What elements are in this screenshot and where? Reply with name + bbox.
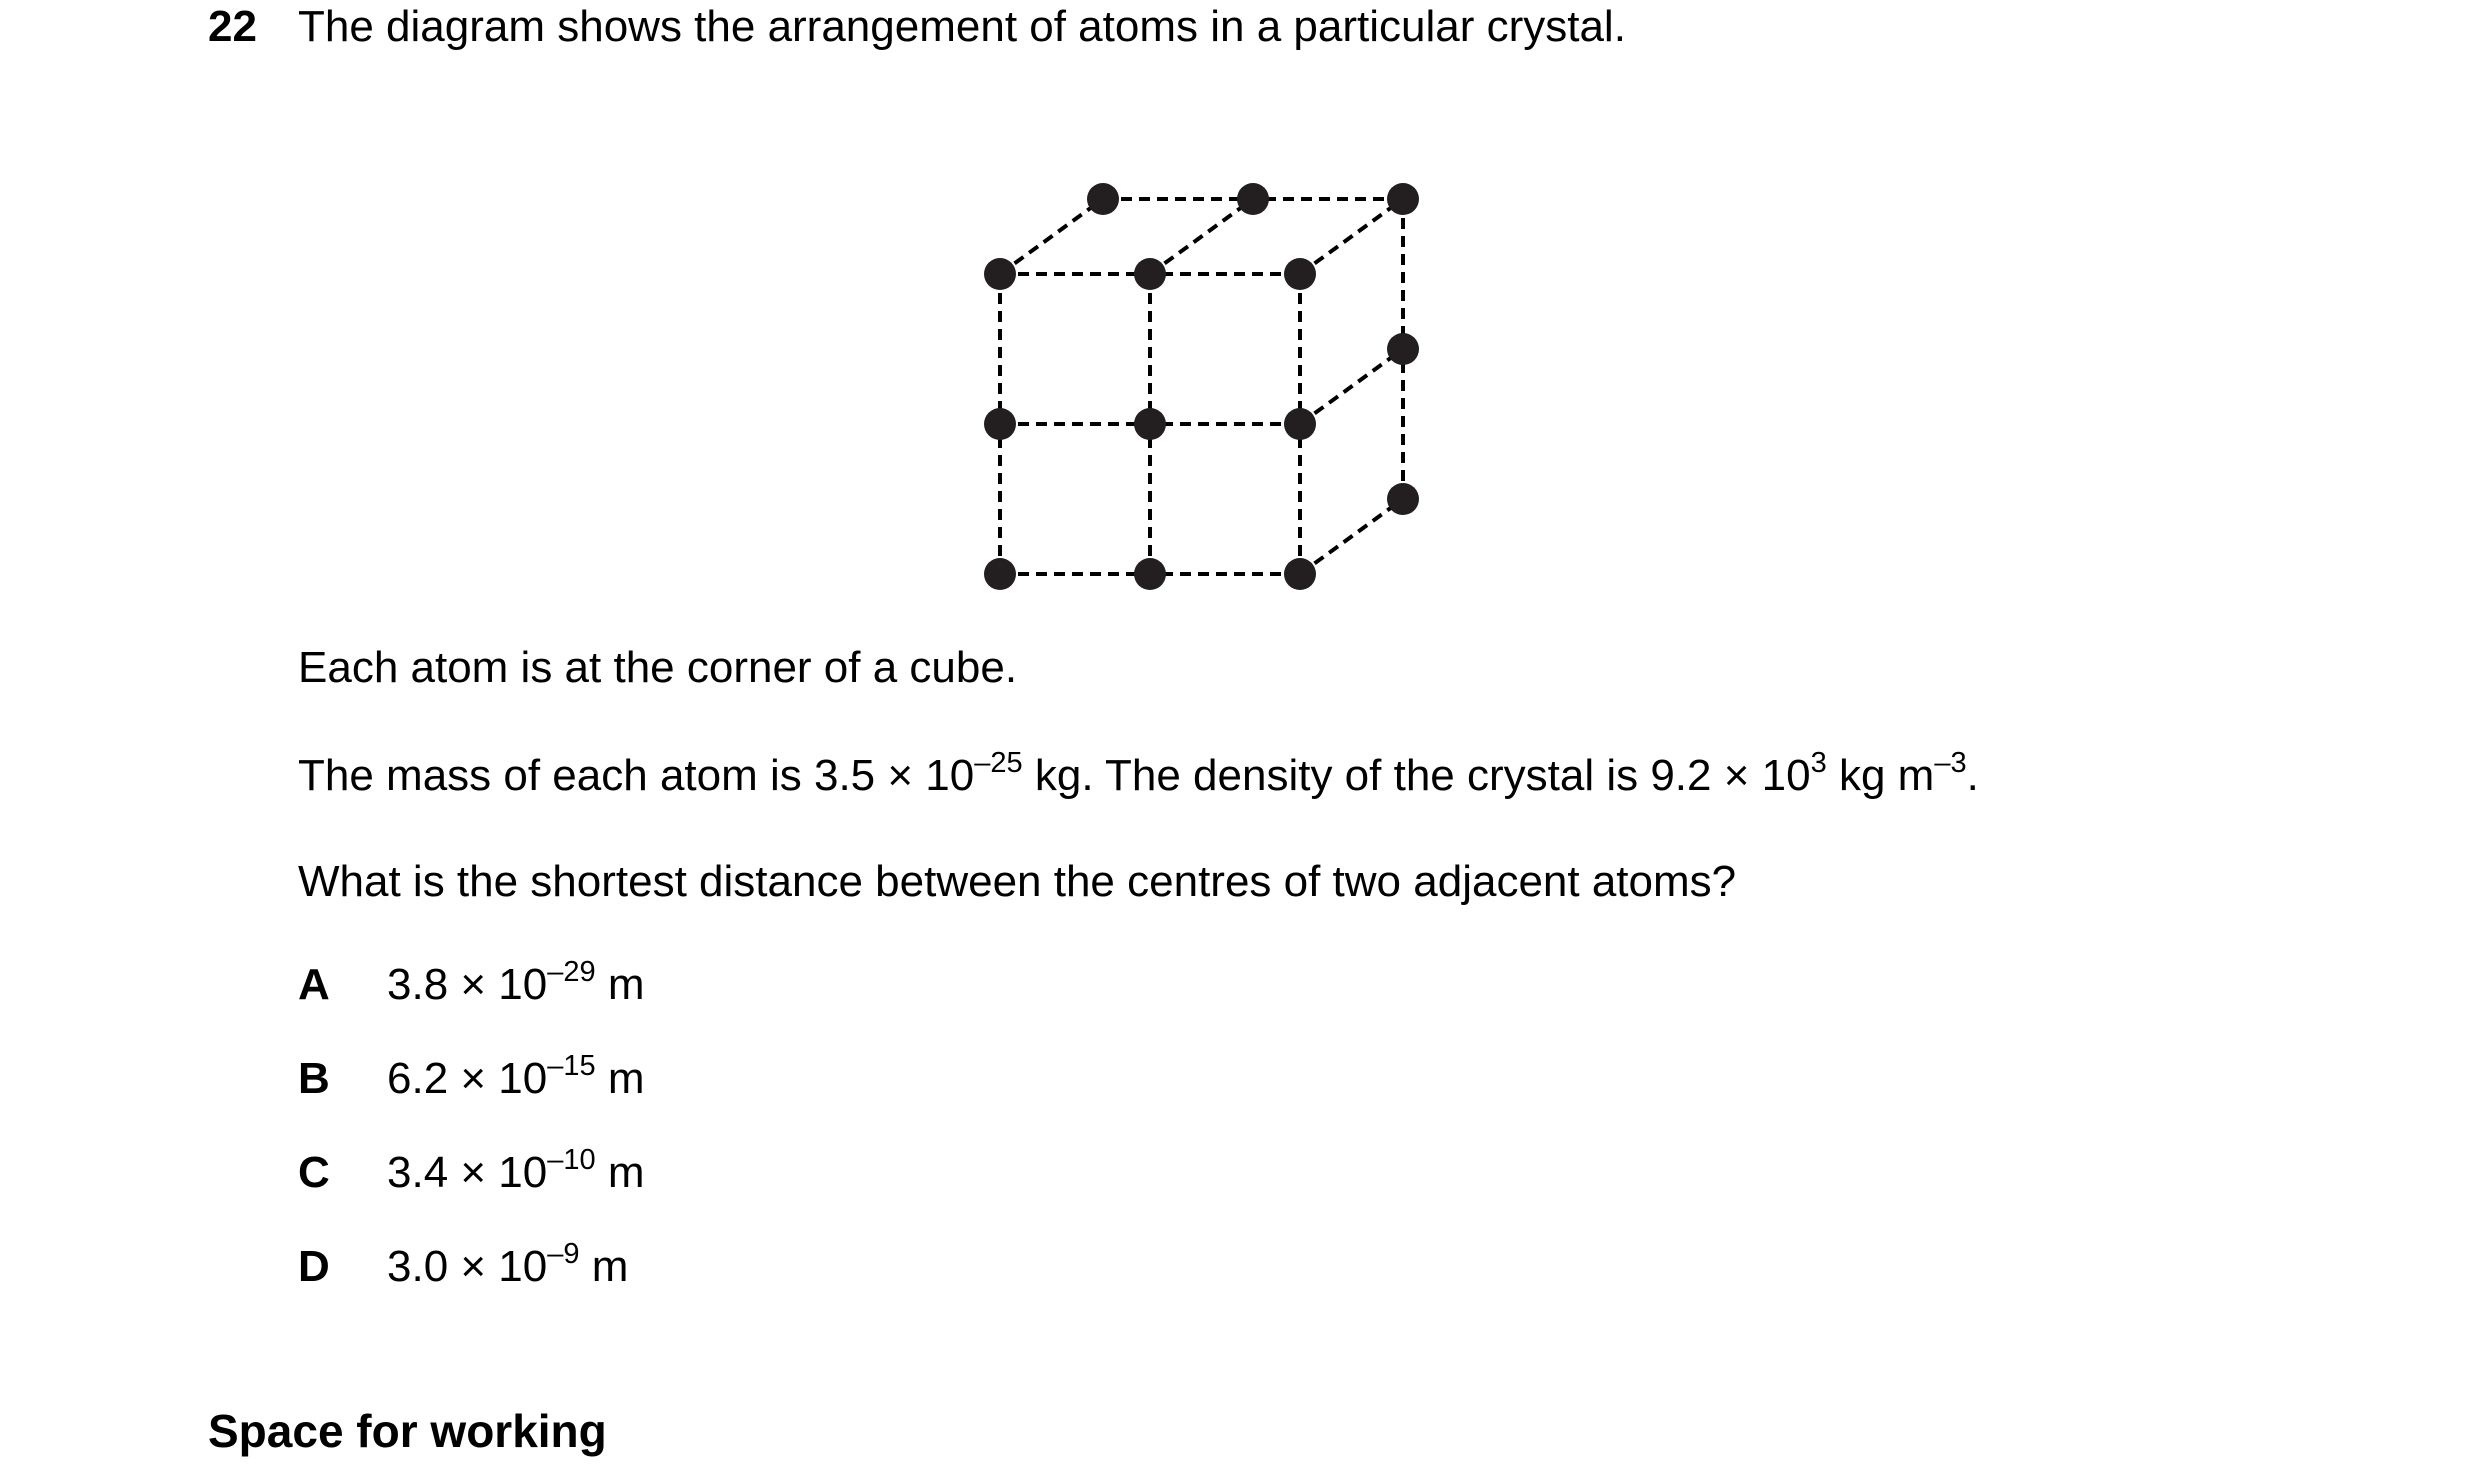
option-a-mantissa: 3.8 × 10 — [387, 960, 548, 1009]
density-exponent: 3 — [1810, 747, 1827, 779]
question-stem: The diagram shows the arrangement of atoms in a particular crystal. — [298, 2, 1626, 51]
option-a-letter[interactable]: A — [298, 960, 330, 1009]
option-b-mantissa: 6.2 × 10 — [387, 1054, 548, 1103]
atom-2-2-1 — [1387, 183, 1419, 215]
lattice-atoms — [984, 183, 1419, 590]
mass-text-2: kg. The density of the crystal is 9.2 × 10 — [1022, 751, 1811, 800]
option-d-value[interactable] — [387, 1238, 629, 1292]
atom-1-2-0 — [1134, 258, 1166, 290]
mass-exponent: –25 — [974, 747, 1023, 779]
mass-text-4: . — [1966, 751, 1979, 800]
atom-2-1-1 — [1387, 333, 1419, 365]
mass-text-3: kg m — [1826, 751, 1935, 800]
option-d-exponent: –9 — [547, 1238, 580, 1270]
option-d-letter[interactable]: D — [298, 1242, 330, 1291]
atom-1-0-0 — [1134, 558, 1166, 590]
option-b-exponent: –15 — [547, 1050, 596, 1082]
question-prompt: What is the shortest distance between the centres of two adjacent atoms? — [298, 857, 1737, 906]
option-c-mantissa: 3.4 × 10 — [387, 1148, 548, 1197]
atom-0-2-1 — [1087, 183, 1119, 215]
option-b-unit: m — [595, 1054, 645, 1103]
option-b-value[interactable] — [387, 1050, 645, 1104]
option-a-unit: m — [595, 960, 645, 1009]
option-d-unit: m — [579, 1242, 629, 1291]
atom-0-0-0 — [984, 558, 1016, 590]
option-b-letter[interactable]: B — [298, 1054, 330, 1103]
atom-2-2-0 — [1284, 258, 1316, 290]
working-space-label: Space for working — [208, 1405, 607, 1457]
lattice-bonds — [1000, 199, 1403, 574]
corner-statement: Each atom is at the corner of a cube. — [298, 643, 1018, 692]
lattice-bond-20 — [1300, 199, 1403, 274]
option-c-letter[interactable]: C — [298, 1148, 330, 1197]
atom-0-2-0 — [984, 258, 1016, 290]
density-unit-exponent: –3 — [1934, 747, 1967, 779]
atom-1-2-1 — [1237, 183, 1269, 215]
mass-density-statement — [298, 747, 1979, 801]
atom-2-1-0 — [1284, 408, 1316, 440]
option-c-value[interactable] — [387, 1144, 645, 1198]
atom-2-0-0 — [1284, 558, 1316, 590]
option-a-exponent: –29 — [547, 956, 596, 988]
atom-2-0-1 — [1387, 483, 1419, 515]
lattice-bond-14 — [1000, 199, 1103, 274]
question-number: 22 — [208, 2, 257, 51]
mass-text-1: The mass of each atom is 3.5 × 10 — [298, 751, 975, 800]
option-a-value[interactable] — [387, 956, 645, 1010]
atom-1-1-0 — [1134, 408, 1166, 440]
option-c-exponent: –10 — [547, 1144, 596, 1176]
lattice-bond-18 — [1300, 499, 1403, 574]
option-c-unit: m — [595, 1148, 645, 1197]
lattice-bond-17 — [1150, 199, 1253, 274]
option-d-mantissa: 3.0 × 10 — [387, 1242, 548, 1291]
atom-0-1-0 — [984, 408, 1016, 440]
lattice-bond-19 — [1300, 349, 1403, 424]
